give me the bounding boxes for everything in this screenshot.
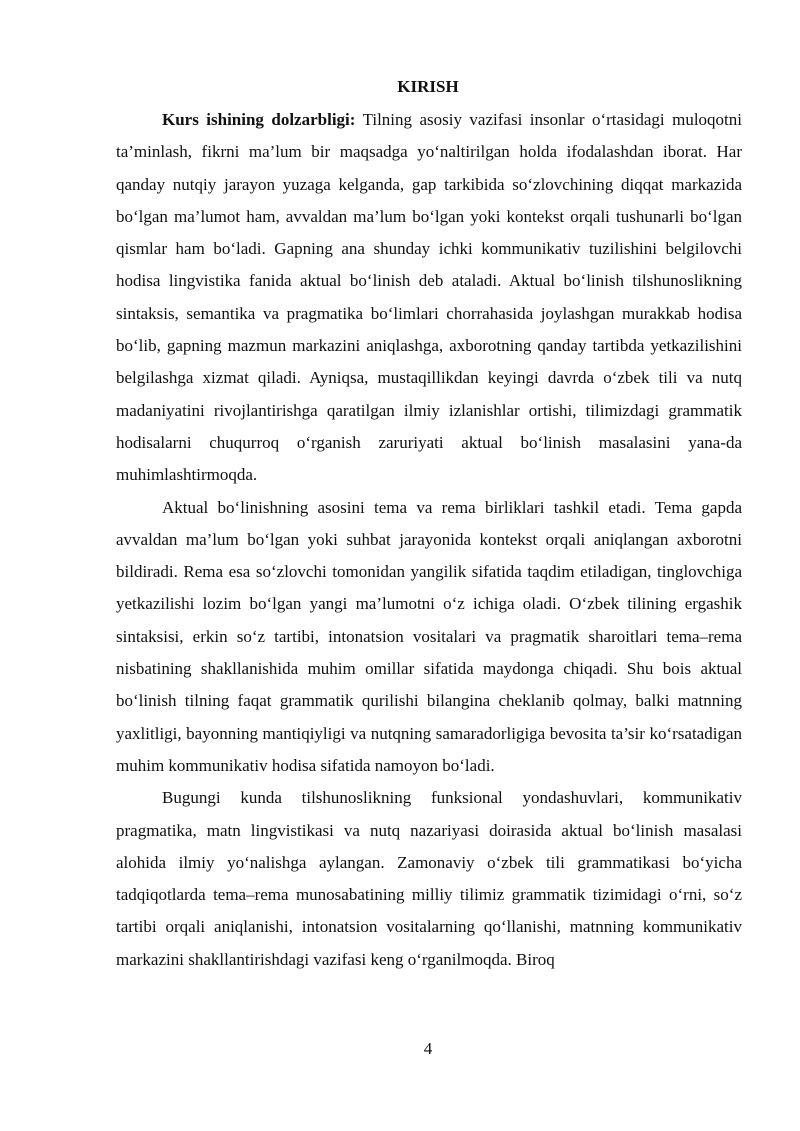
document-body [116,104,742,976]
paragraph-relevance [116,104,742,492]
paragraph-current-research [116,782,742,976]
paragraph-text: Bugungi kunda tilshunoslikning funksional yondashuvlari, kommunikativ pragmatika, matn lingvistikasi va nutq nazariyasi doirasida aktual bo‘linish masalasi alohida ilmiy yo‘nalishga aylangan. Zamonaviy o‘zbek tili grammatikasi bo‘yicha tadqiqotlarda tema–rema munosabatining milliy tilimiz grammatik tizimidagi o‘rni, so‘z tartibi orqali aniqlanishi, intonatsion vositalarning qo‘llanishi, matnning kommunikativ markazini shakllantirishdagi vazifasi keng o‘rganilmoqda. Biroq [116,788,742,969]
paragraph-text: Aktual bo‘linishning asosini tema va rema birliklari tashkil etadi. Tema gapda avvaldan ma’lum bo‘lgan yoki suhbat jarayonida kontekst orqali aniqlangan axborotni bildiradi. Rema esa so‘zlovchi tomonidan yangilik sifatida taqdim etiladigan, tinglovchiga yetkazilishi lozim bo‘lgan yangi ma’lumotni o‘z ichiga oladi. O‘zbek tilining ergashik sintaksisi, erkin so‘z tartibi, intonatsion vositalari va pragmatik sharoitlari tema–rema nisbatining shakllanishida muhim omillar sifatida maydonga chiqadi. Shu bois aktual bo‘linish tilning faqat grammatik qurilishi bilangina cheklanib qolmay, balki matnning yaxlitligi, bayonning mantiqiyligi va nutqning samaradorligiga bevosita ta’sir ko‘rsatadigan muhim kommunikativ hodisa sifatida namoyon bo‘ladi. [116,497,742,775]
paragraph-theme-rheme [116,492,742,783]
paragraph-text: Tilning asosiy vazifasi insonlar o‘rtasidagi muloqotni ta’minlash, fikrni ma’lum bir maqsadga yo‘naltirilgan holda ifodalashdan iborat. Har qanday nutqiy jarayon yuzaga kelganda, gap tarkibida so‘zlovchining diqqat markazida bo‘lgan ma’lumot ham, avvaldan ma’lum bo‘lgan yoki kontekst orqali tushunarli bo‘lgan qismlar ham bo‘ladi. Gapning ana shunday ichki kommunikativ tuzilishini belgilovchi hodisa lingvistika fanida aktual bo‘linish deb ataladi. Aktual bo‘linish tilshunoslikning sintaksis, semantika va pragmatika bo‘limlari chorrahasida joylashgan murakkab hodisa bo‘lib, gapning mazmun markazini aniqlashga, axborotning qanday tartibda yetkazilishini belgilashga xizmat qiladi. Ayniqsa, mustaqillikdan keyingi davrda o‘zbek tili va nutq madaniyatini rivojlantirishga qaratilgan ilmiy izlanishlar ortishi, tilimizdagi grammatik hodisalarni chuqurroq o‘rganish zaruriyati aktual bo‘linish masalasini yana-da muhimlashtirmoqda. [116,110,742,485]
page-number: 4 [423,1039,433,1058]
section-title: KIRISH [397,77,459,96]
paragraph-lead: Kurs ishining dolzarbligi: [162,110,356,129]
